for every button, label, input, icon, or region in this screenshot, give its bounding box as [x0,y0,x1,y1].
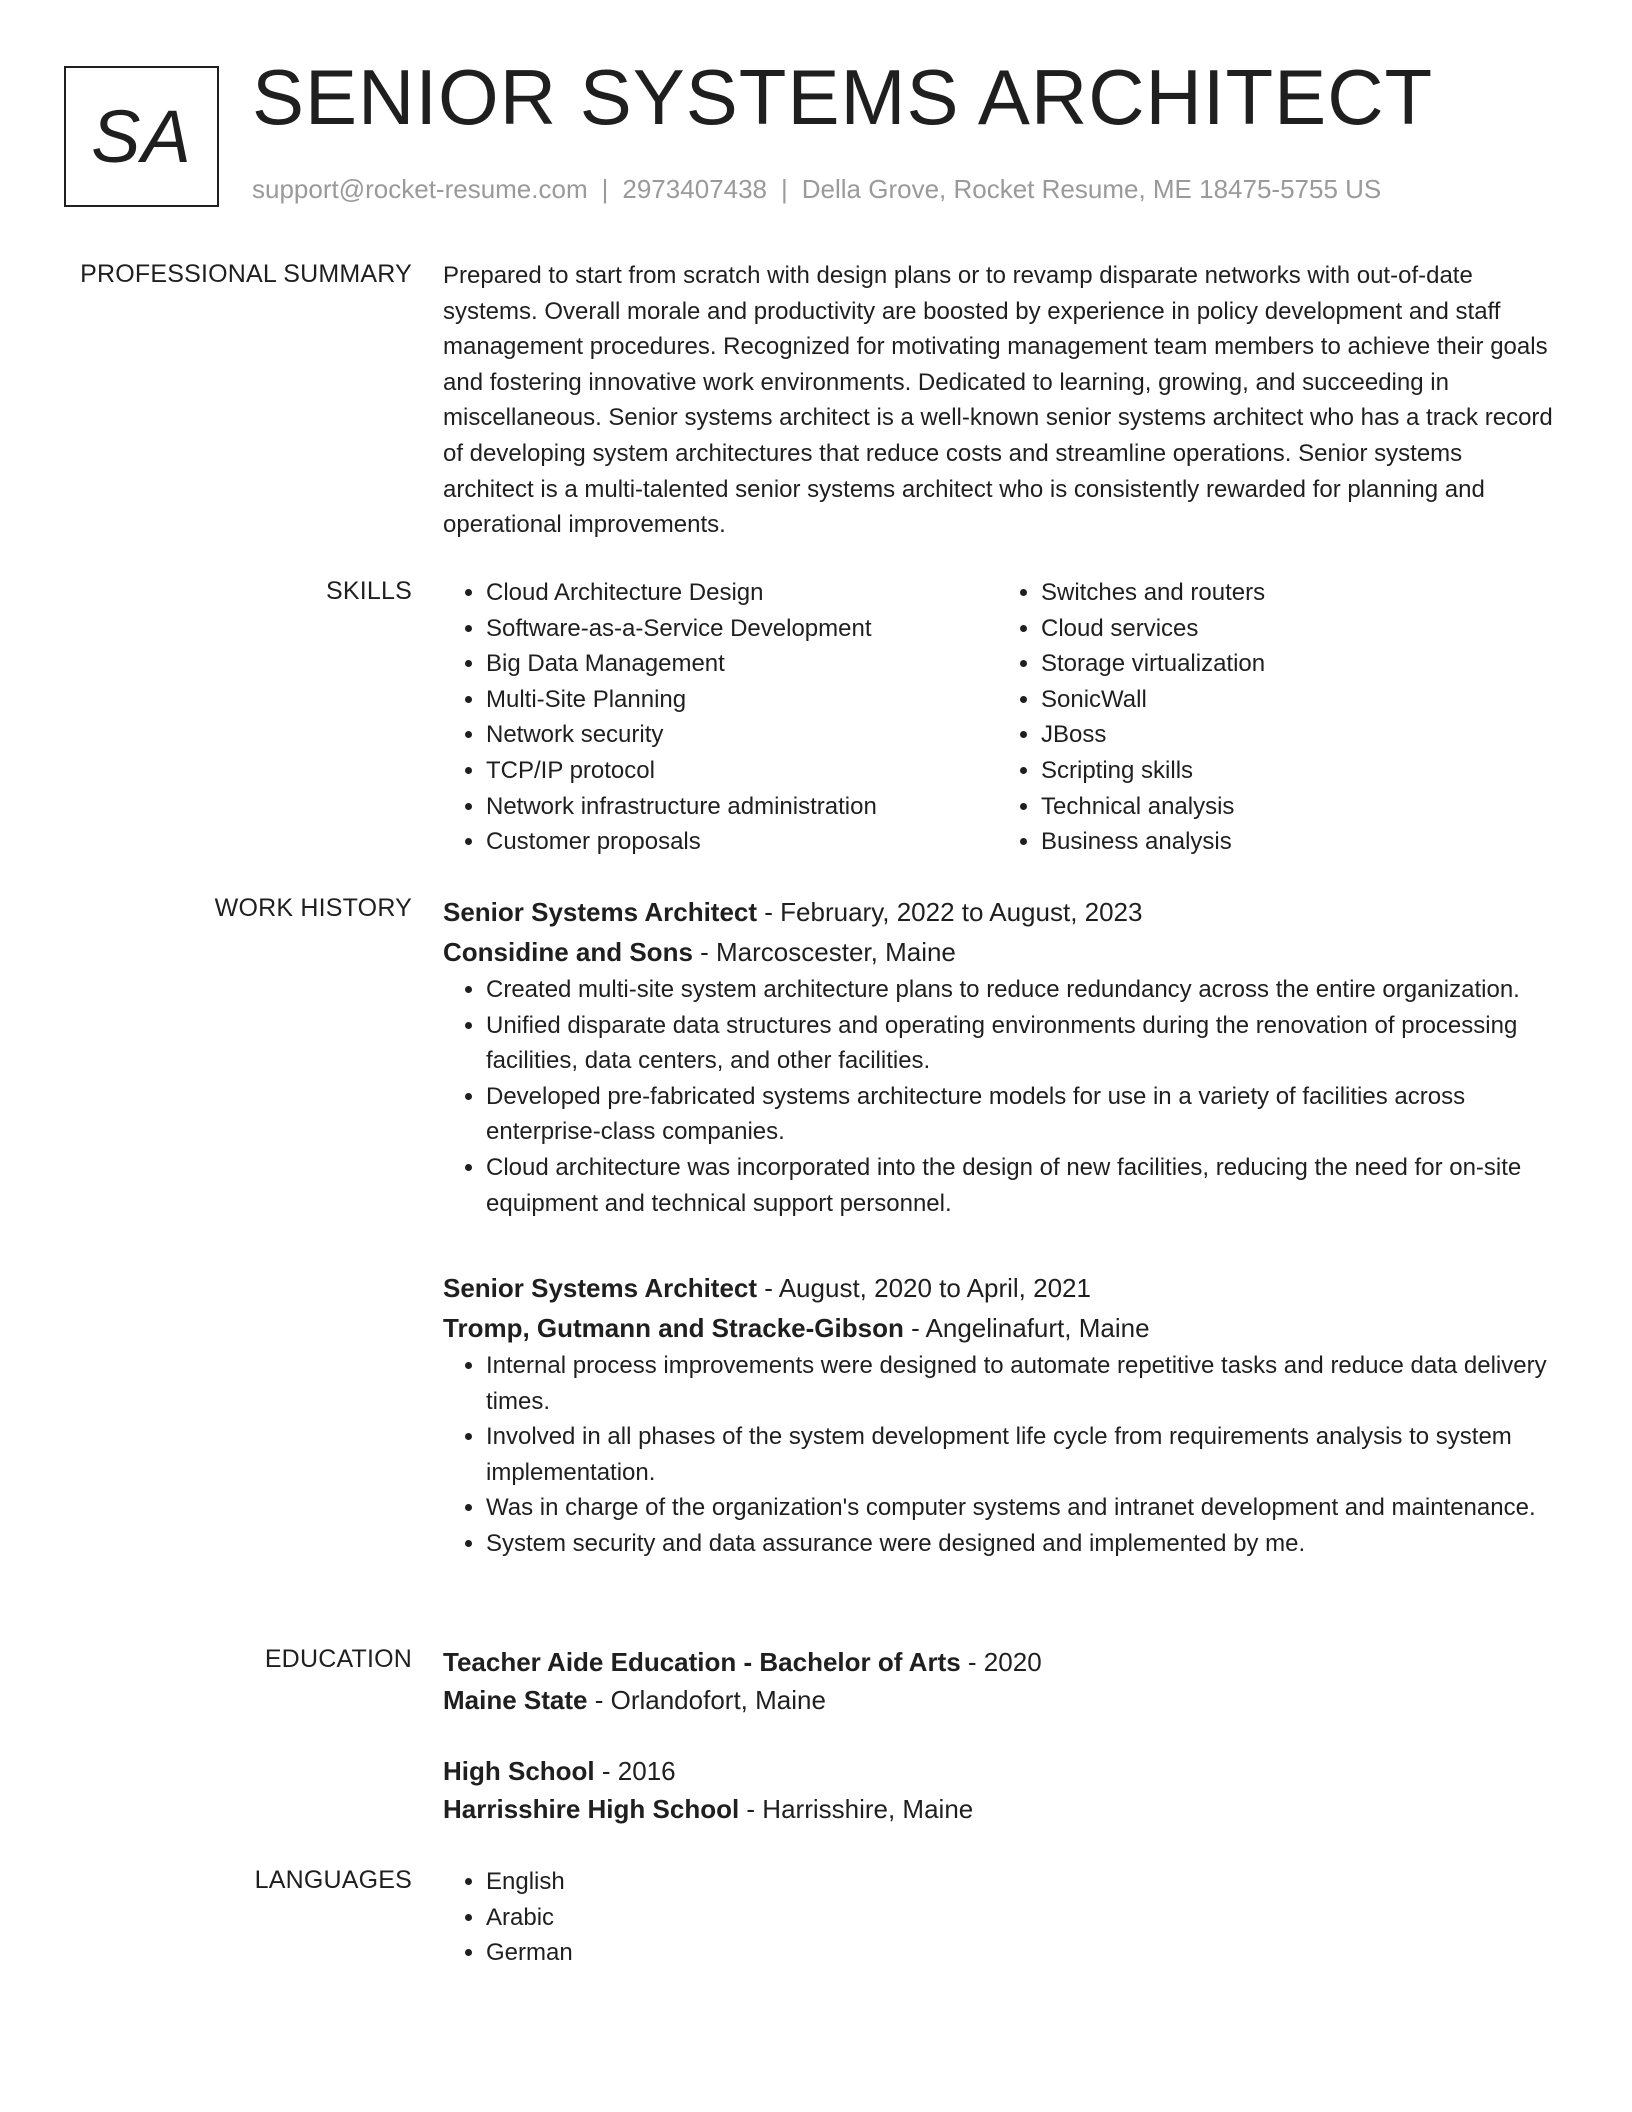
job-location: - Marcoscester, Maine [692,937,956,967]
job-bullet: • System security and data assurance were designed and implemented by me. [486,1526,1553,1562]
skill-item: • Cloud Architecture Design [486,575,998,611]
education-school: Maine State [443,1685,588,1715]
contact-separator: | [601,174,609,204]
job-title-line [443,1268,1553,1308]
education-school-line [443,1790,973,1828]
contact-phone: 2973407438 [622,174,767,204]
education-school-line [443,1681,1553,1719]
contact-address: Della Grove, Rocket Resume, ME 18475-5755 US [801,174,1382,204]
summary-body [443,258,1553,543]
section-label-skills: SKILLS [326,577,412,605]
job-entry [443,1268,1553,1562]
job-bullet: • Was in charge of the organization's computer systems and intranet development and maintenance. [486,1490,1553,1526]
skill-item: • Business analysis [1041,824,1553,860]
job-bullet: • Developed pre-fabricated systems architecture models for use in a variety of facilities across enterprise-class companies. [486,1079,1553,1150]
work-history-body [443,892,1553,1557]
contact-email: support@rocket-resume.com [252,174,588,204]
skill-item: • SonicWall [1041,682,1553,718]
job-bullet: • Involved in all phases of the system development life cycle from requirements analysis to system implementation. [486,1419,1553,1490]
section-label-summary: PROFESSIONAL SUMMARY [80,260,412,288]
job-title: Senior Systems Architect [443,1273,758,1303]
skill-item: • Multi-Site Planning [486,682,998,718]
skills-body [443,575,1553,860]
skill-item: • Storage virtualization [1041,646,1553,682]
skill-item: • JBoss [1041,717,1553,753]
skills-list-right [998,575,1553,860]
section-label-languages: LANGUAGES [254,1866,412,1894]
initials-monogram [64,66,219,207]
languages-list [443,1864,1553,1971]
skills-list-left [443,575,998,860]
job-company: Considine and Sons [443,937,693,967]
education-location: - Orlandofort, Maine [587,1685,826,1715]
skill-item: • Scripting skills [1041,753,1553,789]
job-bullets [443,972,1553,1221]
contact-line [252,174,1381,205]
section-label-work: WORK HISTORY [214,894,412,922]
skill-item: • Network infrastructure administration [486,789,998,825]
job-dates: - February, 2022 to August, 2023 [757,897,1143,927]
education-entry [443,1643,1553,1719]
education-entry [443,1752,973,1828]
skill-item: • Customer proposals [486,824,998,860]
language-item: • German [486,1935,1553,1971]
education-location: - Harrisshire, Maine [739,1794,974,1824]
job-bullet: • Created multi-site system architecture plans to reduce redundancy across the entire organization. [486,972,1553,1008]
job-title-line [443,892,1553,932]
job-bullets [443,1348,1553,1562]
education-degree: High School [443,1756,595,1786]
skill-item: • Cloud services [1041,611,1553,647]
language-item: • English [486,1864,1553,1900]
job-company-line [443,1308,1553,1348]
job-company-line [443,932,1553,972]
education-school: Harrisshire High School [443,1794,740,1824]
job-bullet: • Cloud architecture was incorporated into the design of new facilities, reducing the need for on-site equipment and technical support personnel. [486,1150,1553,1221]
skill-item: • Technical analysis [1041,789,1553,825]
education-year: - 2020 [960,1647,1042,1677]
job-bullet: • Unified disparate data structures and operating environments during the renovation of processing facilities, data centers, and other facilities. [486,1008,1553,1079]
summary-text: Prepared to start from scratch with design plans or to revamp disparate networks with out-of-date systems. Overall morale and productivity are boosted by experience in policy development and staff management procedures. Recognized for motivating management team members to achieve their goals and fostering innovative work environments. Dedicated to learning, growing, and succeeding in miscellaneous. Senior systems architect is a well-known senior systems architect who has a track record of developing system architectures that reduce costs and streamline operations. Senior systems architect is a multi-talented senior systems architect who is consistently rewarded for planning and operational improvements. [443,262,1553,539]
education-year: - 2016 [594,1756,676,1786]
job-company: Tromp, Gutmann and Stracke-Gibson [443,1313,904,1343]
job-dates: - August, 2020 to April, 2021 [757,1273,1091,1303]
job-entry [443,892,1553,1221]
skill-item: • TCP/IP protocol [486,753,998,789]
language-item: • Arabic [486,1900,1553,1936]
education-degree-line [443,1643,1553,1681]
skill-item: • Big Data Management [486,646,998,682]
section-label-education: EDUCATION [264,1645,412,1673]
job-title: Senior Systems Architect [443,897,758,927]
education-body [443,1643,1553,1824]
job-bullet: • Internal process improvements were designed to automate repetitive tasks and reduce data delivery times. [486,1348,1553,1419]
resume-title: SENIOR SYSTEMS ARCHITECT [252,53,1434,141]
contact-separator: | [781,174,788,204]
initials-text: SA [91,95,192,178]
skill-item: • Switches and routers [1041,575,1553,611]
education-degree: Teacher Aide Education - Bachelor of Arts [443,1647,961,1677]
education-degree-line [443,1752,973,1790]
skill-item: • Network security [486,717,998,753]
job-location: - Angelinafurt, Maine [903,1313,1150,1343]
languages-body [443,1864,1553,1971]
skill-item: • Software-as-a-Service Development [486,611,998,647]
